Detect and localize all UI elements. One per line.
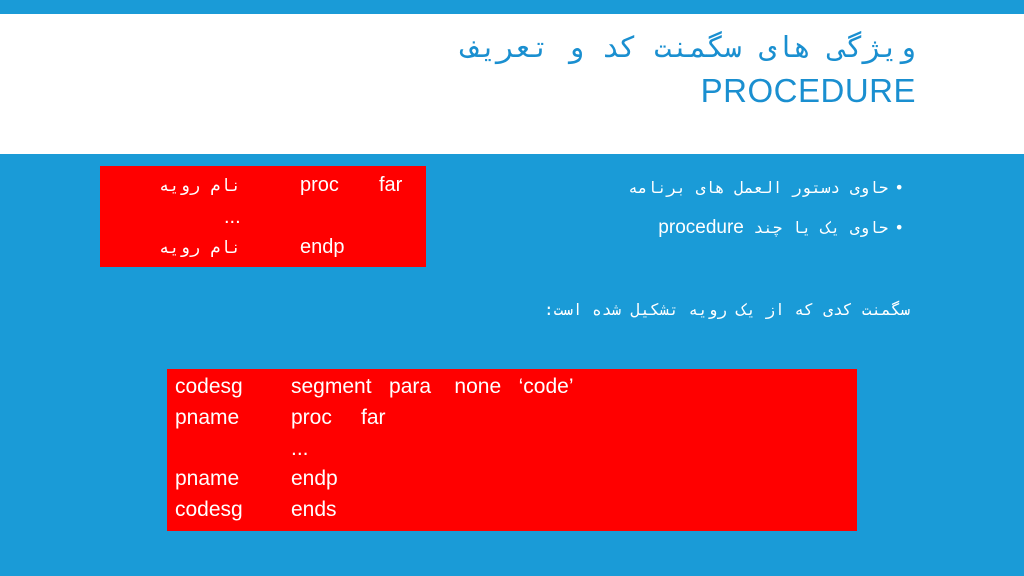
- bullet-2-text: حاوی یک یا چند: [753, 218, 889, 237]
- bullet-1-text: حاوی دستور العمل های برنامه: [628, 178, 889, 197]
- endp-keyword: endp: [300, 236, 345, 258]
- proc-keyword: proc: [300, 174, 339, 196]
- code-statement: ends: [291, 498, 337, 521]
- code-statement: segment para none ‘code’: [291, 375, 574, 398]
- bullet-dot: •: [894, 178, 904, 197]
- code-label: pname: [175, 467, 240, 490]
- bullet-2-english: procedure: [658, 217, 744, 238]
- code-label: codesg: [175, 498, 243, 521]
- endp-name-label: نام رویه: [159, 238, 241, 258]
- slide-title-persian: ویژگی های سگمنت کد و تعریف: [462, 30, 916, 64]
- proc-name-label: نام رویه: [159, 176, 241, 196]
- top-accent-band: [0, 0, 1024, 14]
- slide-title-english: PROCEDURE: [700, 72, 916, 109]
- procedure-syntax-box: [100, 166, 426, 267]
- far-keyword: far: [379, 174, 403, 196]
- code-statement: endp: [291, 467, 338, 490]
- bullet-list: [628, 174, 904, 254]
- code-statement: ...: [291, 437, 309, 460]
- proc-ellipsis: ...: [224, 206, 241, 228]
- bullet-item-1: [628, 174, 904, 214]
- bullet-dot: •: [894, 218, 904, 237]
- code-statement: proc far: [291, 406, 386, 429]
- content-area: [0, 154, 1024, 576]
- title-area: [0, 14, 1024, 154]
- code-segment-box: [167, 369, 857, 531]
- segment-description: سگمنت کدی که از یک رویه تشکیل شده است:: [543, 300, 910, 319]
- bullet-item-2: [628, 214, 904, 254]
- code-label: codesg: [175, 375, 243, 398]
- code-label: pname: [175, 406, 240, 429]
